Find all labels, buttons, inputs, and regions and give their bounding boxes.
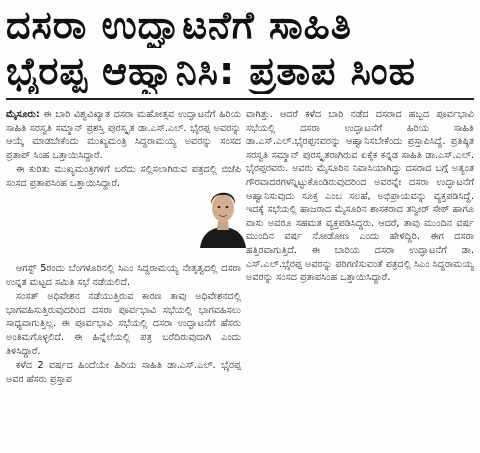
paragraph-2: ಈ ಕುರಿತು ಮುಖ್ಯಮಂತ್ರಿಗಳಿಗೆ ಬರೆದು ಸಲ್ಲಿಸಲಾಗಿರುವ ಪತ್ರದಲ್ಲಿ ಬಿಜೆಪಿ ಸಂಸದ ಪ್ರತಾಪಸಿಂಹ ಒತ್ತಾಯಿಸಿದ್ದಾರೆ. xyxy=(6,164,241,189)
paragraph-1 xyxy=(6,108,241,162)
headline-line-2: ಭೈರಪ್ಪ ಆಹ್ವಾನಿಸಿ: ಪ್ರತಾಪ ಸಿಂಹ xyxy=(6,49,416,93)
headline-line-1: ದಸರಾ ಉದ್ಘಾಟನೆಗೆ ಸಾಹಿತಿ xyxy=(6,3,352,47)
right-column xyxy=(246,108,474,286)
paragraph-5: ಕಳೆದ 2 ವರ್ಷದ ಹಿಂದೆಯೇ ಹಿರಿಯ ಸಾಹಿತಿ ಡಾ.ಎಸ್.ಎಲ್. ಭೈರಪ್ಪ ಅವರ ಹೆಸರು ಪ್ರಸ್ತಾಪ xyxy=(6,360,241,385)
headline xyxy=(6,2,474,94)
left-column-lower xyxy=(6,262,241,387)
paragraph-4: ಸಂಸತ್ ಅಧಿವೇಶನ ನಡೆಯುತ್ತಿರುವ ಕಾರಣ ತಾವು ಅಧಿವೇಶನದಲ್ಲಿ ಭಾಗವಹಿಸುತ್ತಿರುವುದರಿಂದ ದಸರಾ ಪೂರ್ವಭಾವಿ ಸಭೆಯಲ್ಲಿ ಭಾಗವಹಿಸಲು ಸಾಧ್ಯವಾಗುತ್ತಿಲ್ಲ. ಈ ಪೂರ್ವಭಾವಿ ಸಭೆಯಲ್ಲಿ ದಸರಾ ಉದ್ಘಾಟನೆಗೆ ಹೆಸರು ಅಂತಿಮಗೊಳ್ಳಲಿದೆ. ಈ ಹಿನ್ನೆಲೆಯಲ್ಲಿ ಪತ್ರ ಬರೆದಿರುವುದಾಗಿ ಎಂದು ತಿಳಿಸಿದ್ದಾರೆ. xyxy=(6,291,241,357)
paragraph-3: ಆಗಸ್ಟ್ 5ರಂದು ಬೆಂಗಳೂರಿನಲ್ಲಿ ಸಿಎಂ ಸಿದ್ದರಾಮಯ್ಯ ನೇತೃತ್ವದಲ್ಲಿ ದಸರಾ ಉನ್ನತ ಮಟ್ಟದ ಸಮಿತಿ ಸಭೆ ನಡೆಯಲಿದೆ. xyxy=(6,263,241,288)
portrait-photo xyxy=(198,178,248,248)
portrait-figure xyxy=(198,178,248,248)
dateline: ಮೈಸೂರು: xyxy=(6,109,40,120)
paragraph-1-text: ಈ ಬಾರಿ ವಿಶ್ವವಿಖ್ಯಾತ ದಸರಾ ಮಹೋತ್ಸವ ಉದ್ಘಾಟನೆಗೆ ಹಿರಿಯ ಸಾಹಿತಿ ಸರಸ್ವತಿ ಸಮ್ಮಾನ್ ಪ್ರಶಸ್ತಿ ಪುರಸ್ಕೃತ ಡಾ.ಎಸ್.ಎಲ್. ಭೈರಪ್ಪ ಅವರನ್ನು ಆಯ್ಕೆ ಮಾಡಬೇಕೆಂದು ಮುಖ್ಯಮಂತ್ರಿ ಸಿದ್ದರಾಮಯ್ಯ ಅವರನ್ನು ಸಂಸದ ಪ್ರತಾಪ್ ಸಿಂಹ ಒತ್ತಾಯಿಸಿದ್ದಾರೆ. xyxy=(6,109,241,161)
paragraph-6: ವಾಗಿತ್ತು. ಆದರೆ ಕಳೆದ ಬಾರಿ ನಡೆದ ದಸರಾದ ಹಬ್ಬದ ಪೂರ್ವಭಾವಿ ಸಭೆಯಲ್ಲಿ ದಸರಾ ಉದ್ಘಾಟನೆಗೆ ಹಿರಿಯ ಸಾಹಿತಿ ಡಾ.ಎಸ್.ಎಲ್.ಭೈರಪ್ಪನವರನ್ನು ಆಹ್ವಾನಿಸಬೇಕೆಂದು ಪ್ರಸ್ತಾಪಿಸಿದ್ದೆ. ಪ್ರತಿಷ್ಠಿತ ಸರಸ್ವತಿ ಸಮ್ಮಾನ್ ಪುರಸ್ಕೃತರಾಗಿರುವ ಏಕೈಕ ಕನ್ನಡ ಸಾಹಿತಿ ಡಾ.ಎಸ್.ಎಲ್. ಭೈರಪ್ಪರವರು. ಅವರು ಮೈಸೂರಿನ ನಿವಾಸಿಯಾಗಿದ್ದು ದಸರಾದ ಬಗ್ಗೆ ಅತ್ಯಂತ ಗೌರವಾದರಗಳನ್ನಿಟ್ಟುಕೊಂಡಿರುವುದರಿಂದ ಅವರನ್ನೇ ದಸರಾ ಉದ್ಘಾಟನೆಗೆ ಆಹ್ವಾನಿಸುವುದು ಸೂಕ್ತ ಎಂಬ ಸಲಹೆ, ಅಭಿಪ್ರಾಯವನ್ನು ವ್ಯಕ್ತಪಡಿಸಿದ್ದೆ. ಇದಕ್ಕೆ ಸಭೆಯಲ್ಲಿ ಹಾಜರಾದ ಮೈಸೂರಿನ ಶಾಸಕರಾದ ತನ್ವೀರ್ ಸೇಠ್ ಹಾಗೂ ವಾಸು ಅವರೂ ಸಹಮತ ವ್ಯಕ್ತಪಡಿಸಿದ್ದರು. ಆದರೆ, ತಾವು ಮುಂದಿನ ವರ್ಷ ಮುಂದಿನ ವರ್ಷ ನೋಡೋಣ ಎಂದು ಹೇಳಿದ್ದಿರಿ. ಈಗ ದಸರಾ ಹತ್ತಿರವಾಗುತ್ತಿದೆ. ಈ ಬಾರಿಯ ದಸರಾ ಉದ್ಘಾಟನೆಗೆ ಡಾ. ಎಸ್.ಎಲ್.ಭೈರಪ್ಪ ಅವರನ್ನು ಪರಿಗಣಿಸುವಂತೆ ಪತ್ರದಲ್ಲಿ ಸಿಎಂ ಸಿದ್ದರಾಮಯ್ಯ ಅವರನ್ನು ಸಂಸದ ಪ್ರತಾಪಸಿಂಹ ಒತ್ತಾಯಿಸಿದ್ದಾರೆ. xyxy=(246,109,474,284)
headline-rule xyxy=(6,98,474,100)
